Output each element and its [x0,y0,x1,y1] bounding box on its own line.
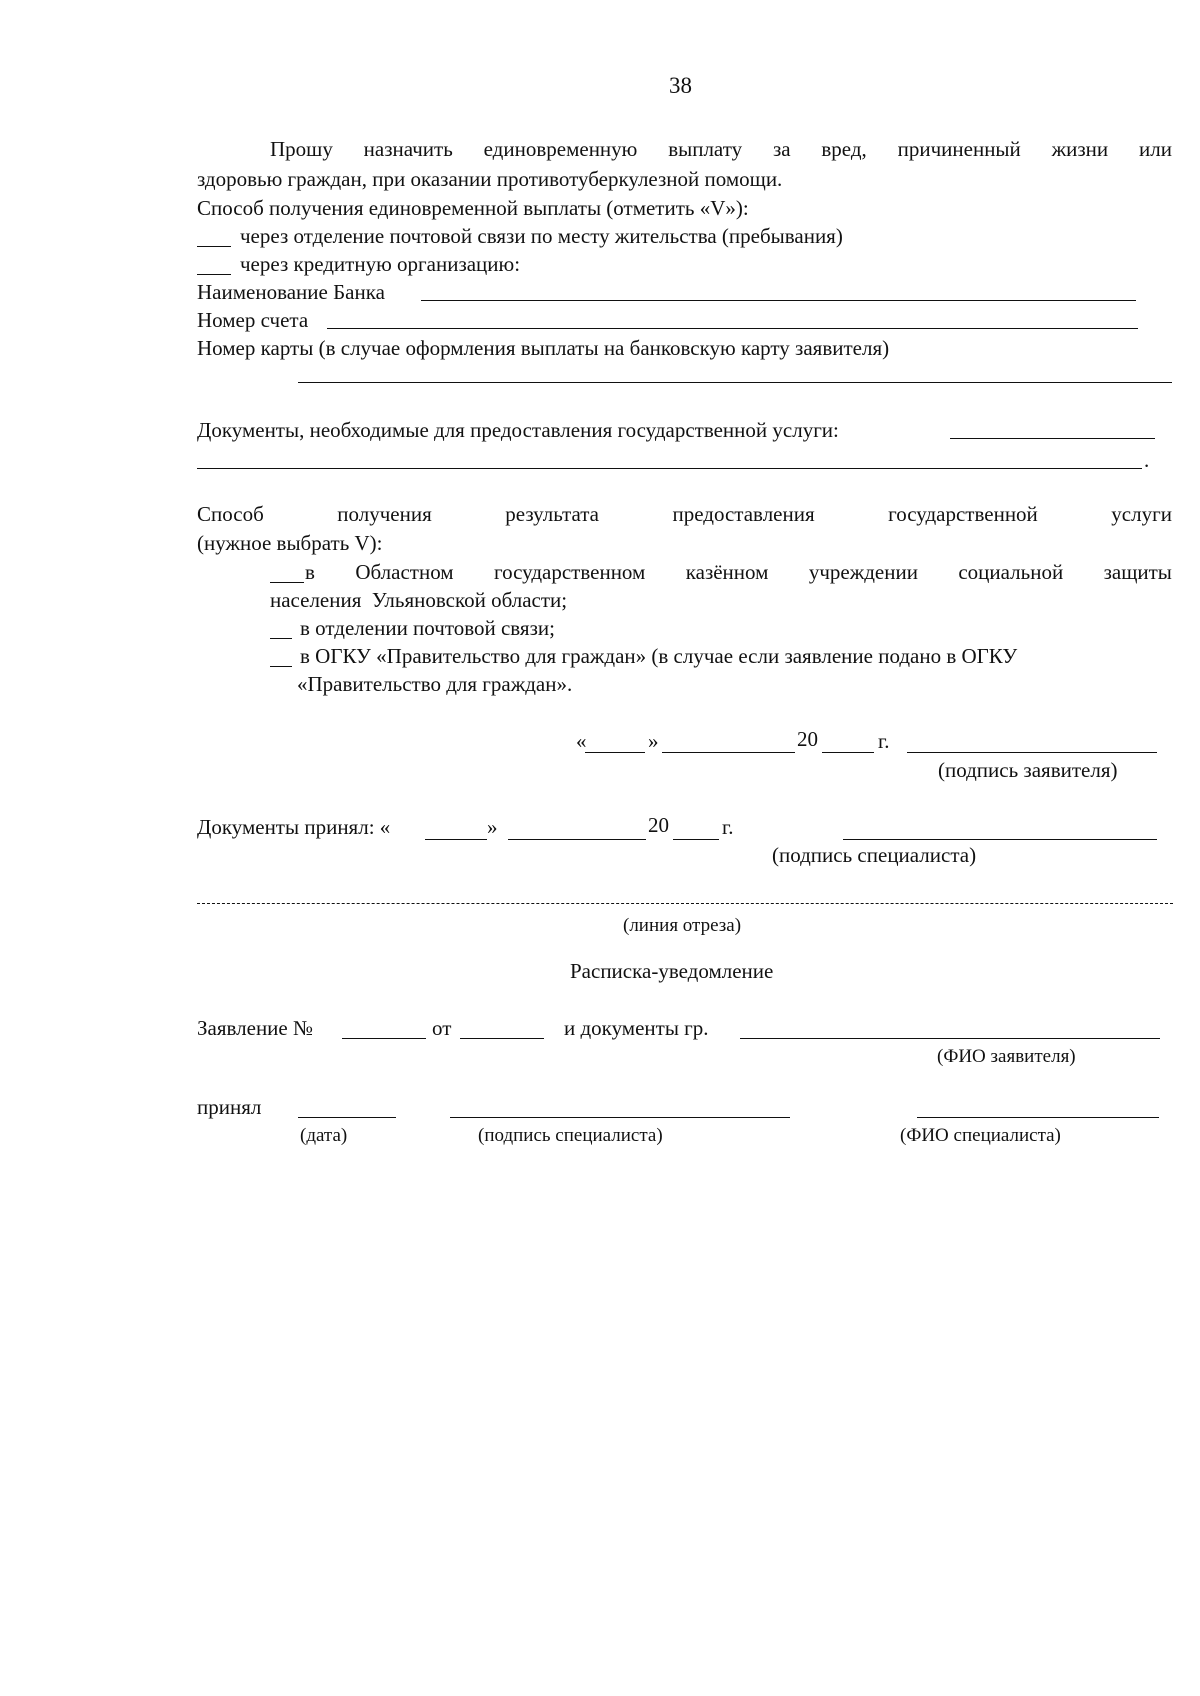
word: единовременную [483,137,638,161]
documents-citizen-label: и документы гр. [564,1016,709,1040]
applicant-day-field[interactable] [585,752,645,753]
receipt-date-caption: (дата) [300,1125,348,1146]
receipt-accepted-label: принял [197,1095,262,1119]
application-number-field[interactable] [342,1038,426,1039]
applicant-quote-close: » [648,729,659,753]
accepted-quote-close: » [487,815,498,839]
word: социальной [958,560,1064,584]
credit-option-checkbox-line[interactable] [197,274,231,275]
card-number-label: Номер карты (в случае оформления выплаты на банковскую карту заявителя) [197,336,890,360]
result-option-3-checkbox-line[interactable] [270,666,292,667]
specialist-fio-field[interactable] [917,1117,1159,1118]
word: вред, [821,137,867,161]
word: Областном [355,560,454,584]
result-option-2: в отделении почтовой связи; [300,616,555,640]
application-date-field[interactable] [460,1038,544,1039]
word: результата [505,502,599,526]
bank-name-label: Наименование Банка [197,280,385,304]
word: защиты [1103,560,1172,584]
cut-line-caption: (линия отреза) [623,915,742,936]
accepted-year-suffix: г. [722,815,734,839]
result-option-2-checkbox-line[interactable] [270,638,292,639]
applicant-signature-field[interactable] [907,752,1157,753]
post-option-label: через отделение почтовой связи по месту жительства (пребывания) [240,224,843,248]
bank-name-field[interactable] [421,300,1136,301]
account-number-label: Номер счета [197,308,309,332]
request-line-1 [270,135,1172,163]
documents-field-2[interactable] [197,468,1142,469]
applicant-quote-open: « [576,729,587,753]
applicant-signature-caption: (подпись заявителя) [938,758,1118,782]
applicant-year-prefix: 20 [797,727,818,751]
applicant-fio-caption: (ФИО заявителя) [937,1046,1076,1067]
word: или [1138,137,1172,161]
cut-line [197,903,1173,904]
receipt-date-field[interactable] [298,1117,396,1118]
documents-field-1[interactable] [950,438,1155,439]
receipt-title: Расписка-уведомление [570,959,774,983]
accepted-day-field[interactable] [425,839,487,840]
applicant-year-suffix: г. [878,729,890,753]
receipt-signature-field[interactable] [450,1117,790,1118]
account-number-field[interactable] [327,328,1138,329]
documents-label: Документы, необходимые для предоставления государственной услуги: [197,418,839,442]
accepted-label: Документы принял: « [197,815,391,839]
word: услуги [1111,502,1172,526]
request-line-2: здоровью граждан, при оказании противотуберкулезной помощи. [197,167,783,191]
accepted-year-prefix: 20 [648,813,669,837]
application-number-label: Заявление № [197,1016,314,1040]
result-method-line-1 [197,500,1172,528]
receipt-signature-caption: (подпись специалиста) [478,1125,663,1146]
specialist-fio-caption: (ФИО специалиста) [900,1125,1061,1146]
page-number: 38 [669,73,692,98]
applicant-fio-field[interactable] [740,1038,1160,1039]
word: Прошу [270,137,333,161]
result-option-3-continuation: «Правительство для граждан». [297,672,573,696]
documents-period: . [1144,448,1150,472]
word: предоставления [672,502,815,526]
result-option-1 [305,558,1172,586]
word: Способ [197,502,264,526]
result-option-3: в ОГКУ «Правительство для граждан» (в случае если заявление подано в ОГКУ [300,644,1018,668]
word: жизни [1051,137,1109,161]
result-method-line-2: (нужное выбрать V): [197,531,383,555]
payment-method-title: Способ получения единовременной выплаты (отметить «V»): [197,196,749,220]
accepted-year-field[interactable] [673,839,719,840]
word: за [772,137,791,161]
word: государственной [888,502,1038,526]
word: учреждении [808,560,918,584]
credit-option-label: через кредитную организацию: [240,252,521,276]
word: назначить [363,137,453,161]
applicant-year-field[interactable] [822,752,874,753]
word: казённом [685,560,769,584]
word: выплату [668,137,743,161]
application-from-label: от [432,1016,452,1040]
word: получения [337,502,432,526]
post-option-checkbox-line[interactable] [197,246,231,247]
card-number-field[interactable] [298,382,1172,383]
result-option-1-continuation: населения Ульяновской области; [270,588,568,612]
accepted-month-field[interactable] [508,839,646,840]
word: государственном [494,560,646,584]
specialist-signature-field[interactable] [843,839,1157,840]
applicant-month-field[interactable] [662,752,795,753]
specialist-signature-caption: (подпись специалиста) [772,843,977,867]
word: причиненный [897,137,1021,161]
word: в [305,560,315,584]
result-option-1-checkbox-line[interactable] [270,582,304,583]
